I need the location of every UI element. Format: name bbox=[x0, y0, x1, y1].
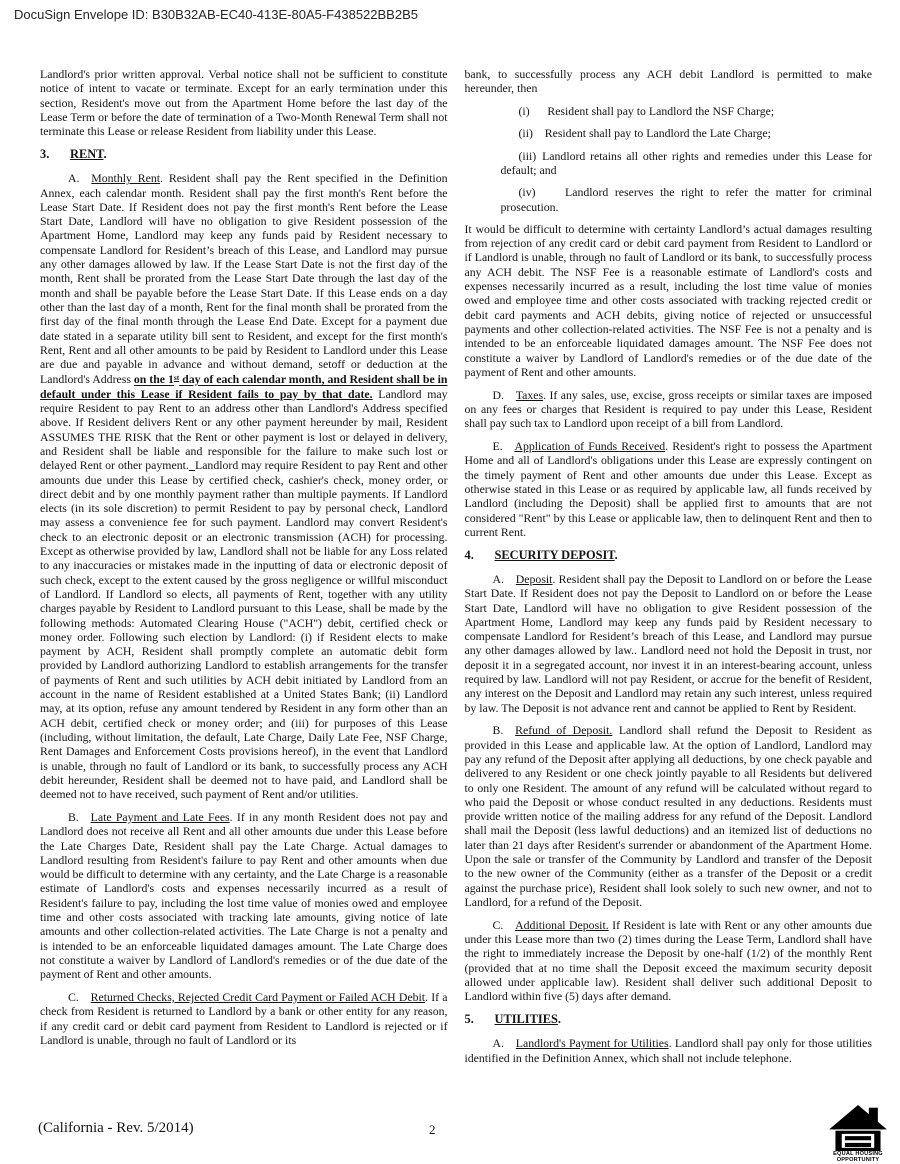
paragraph bbox=[40, 810, 448, 982]
section-title: UTILITIES bbox=[494, 1012, 558, 1027]
list-item bbox=[501, 149, 873, 178]
equal-housing-caption-line1: EQUAL HOUSING bbox=[833, 1150, 883, 1157]
text-run: (ii) Resident shall pay to Landlord the Late Charge; bbox=[518, 126, 771, 141]
section-title-suffix: . bbox=[614, 547, 618, 562]
text-run: (iv) Landlord reserves the right to refer the matter for criminal prosecution. bbox=[500, 185, 872, 214]
section-title: RENT bbox=[70, 146, 104, 161]
paragraph bbox=[465, 222, 873, 379]
paragraph bbox=[465, 1036, 873, 1065]
section-number: 5. bbox=[464, 1012, 474, 1027]
text-run: Landlord's prior written approval. Verbal notice shall not be sufficient to constitute notice of intent to vacate or terminate. Except for an early termination under this section, Resident's move out from the Apartment Home before the last day of the Lease Term or before the date of termination of a Two-Month Renewal Term shall not terminate this Lease or release Resident from liability under this Lease. bbox=[40, 67, 448, 139]
text-run: If Resident is late with Rent or any other amounts due under this Lease more than two (2) times during the Lease Term, Landlord shall have the right to immediately increase the Deposit by one-half (1/2) of the monthly Rent (provided that at no time shall the Deposit exceed the maximum security deposit allowed under applicable law). Resident shall deliver such additional Deposit to Landlord within five (5) days after demand. bbox=[464, 917, 872, 1004]
section-title-suffix: . bbox=[103, 146, 107, 161]
right-column bbox=[465, 67, 873, 1073]
text-run: Returned Checks, Rejected Credit Card Payment or Failed ACH Debit bbox=[90, 989, 426, 1004]
text-run: (i) Resident shall pay to Landlord the NSF Charge; bbox=[518, 104, 775, 119]
text-run: A. bbox=[68, 171, 92, 186]
text-run: . If in any month Resident does not pay and Landlord does not receive all Rent and all other amounts due under this Lease before the Late Charges Date, Resident shall pay the Late Charge. Actual damages to Landlord resulting from Resident's failure to pay Rent and other amounts when due would be difficult to determine with any certainty, and the Late Charge is a reasonable estimate of Landlord's costs and expenses necessarily incurred as a result of Resident's failure to pay, including the lost time value of monies owed and employee time and other costs associated with tracking late amounts, giving notice of late amounts and other collection-related activities. The Late Charge is not a penalty and is intended to be an enforceable liquidated damages amount. The Late Charge does not constitute a waiver by Landlord of Landlord's remedies or of the due date of the payment of Rent and other amounts. bbox=[40, 809, 448, 982]
paragraph bbox=[465, 723, 873, 909]
section-title: SECURITY DEPOSIT bbox=[494, 547, 615, 562]
section-number: 3. bbox=[40, 146, 50, 161]
equal-housing-opportunity-logo bbox=[825, 1105, 891, 1163]
text-run: . Landlord shall pay only for those utilities identified in the Definition Annex, which shall not include telephone. bbox=[464, 1036, 873, 1065]
document-body bbox=[40, 67, 872, 1073]
paragraph bbox=[465, 439, 873, 539]
text-run: . Resident's right to possess the Apartment Home and all of Landlord's obligations under this Lease are expressly contingent on the timely payment of Rent and other amounts due under this Lease. Except as otherwise stated in this Lease or as required by applicable law, all funds received by Landlord (including the Deposit) shall be applied first to amounts that are not considered "Rent" by this Lease or applicable law, then to delinquent Rent and then to current Rent. bbox=[464, 439, 872, 539]
list-item bbox=[501, 104, 873, 118]
text-run: Application of Funds Received bbox=[514, 439, 666, 454]
text-run: on the 1 bbox=[133, 372, 174, 387]
footer-revision-label: (California - Rev. 5/2014) bbox=[38, 1120, 194, 1136]
text-run: It would be difficult to determine with certainty Landlord’s actual damages resulting from rejection of any credit card or debit card payment from Resident to Landlord or if Landlord is unable, through no fault of Landlord or its bank, to successfully process any ACH debit. The NSF Fee is a reasonable estimate of Landlord's costs and expenses necessarily incurred as a result, including the lost time value of monies owed and employee time and other costs associated with tracking rejected credit or debit card payments and ACH debits, giving notice of rejected or unsuccessful payments and other collection-related activities. The NSF Fee is not a penalty and is intended to be an enforceable liquidated damages amount. The NSF Fee does not constitute a waiver by Landlord of Landlord's remedies or of the due date of the payment of Rent and other amounts. bbox=[464, 221, 872, 379]
paragraph bbox=[40, 990, 448, 1047]
text-run: C. bbox=[492, 917, 516, 932]
text-run: . Resident shall pay the Rent specified in the Definition Annex, each calendar month. Resident shall pay the first month's Rent before the Lease Start Date. If Resident does not pay the first month's Rent before the Lease Start Date, Landlord will have no obligation to give Resident possession of the Apartment Home, Landlord may keep any funds paid by Resident necessary to compensate Landlord for Resident’s breach of this Lease, and Landlord may pursue any other damages allowed by law. If the Lease Start Date is not the first day of the month, Rent shall be prorated from the Lease Start Date through the last day of the month and shall be payable before the Lease Start Date. If this Lease ends on a day other than the last day of a month, Rent for the final month shall be prorated from the first day of the final month through the Lease End Date. Except for a payment due date stated in a separate utility bill sent to Resident, and except for the first month's Rent, Rent and all other amounts to be paid by Resident to Landlord under this Lease are due and payable in advance and without demand, setoff or deduction at the Landlord's Address bbox=[40, 171, 448, 387]
text-run: A. bbox=[492, 1036, 516, 1051]
text-run: Additional Deposit. bbox=[515, 917, 609, 932]
text-run: Late Payment and Late Fees bbox=[90, 809, 230, 824]
text-run: Landlord's Payment for Utilities bbox=[515, 1036, 669, 1051]
left-column bbox=[40, 67, 448, 1073]
text-run: (iii) Landlord retains all other rights and remedies under this Lease for default; and bbox=[500, 148, 872, 177]
text-run: st bbox=[173, 373, 180, 383]
list-item bbox=[501, 126, 873, 140]
docusign-envelope-id: DocuSign Envelope ID: B30B32AB-EC40-413E-80A5-F438522BB2B5 bbox=[14, 7, 418, 22]
text-run: Landlord shall refund the Deposit to Resident as provided in this Lease and applicable law. At the option of Landlord, Landlord may pay any refund of the Deposit after applying all deductions, by one check payable and delivered to any Resident or one check jointly payable to all Residents but delivered to only one Resident. The amount of any refund will be calculated without regard to who paid the Deposit or whose conduct resulted in any deductions. Residents must provide written notice of the mailing address for any refund of the Deposit. Landlord shall mail the Deposit (less lawful deductions) and an itemized list of deductions no later than 21 days after Resident's surrender or abandonment of the Apartment Home. Upon the sale or transfer of the Community by Landlord and transfer of the Deposit to the new owner of the Community (either as a transfer of the Deposit or a credit against the purchase price), Resident shall look solely to such new owner, and not to Landlord, for a refund of the Deposit. bbox=[464, 723, 872, 909]
paragraph bbox=[465, 918, 873, 1004]
page-number: 2 bbox=[429, 1122, 436, 1137]
section-heading bbox=[465, 548, 873, 562]
text-run: Landlord may require Resident to pay Rent to an address other than Landlord's Address specified above. If Resident delivers Rent or any other payment hereunder by mail, Resident ASSUMES THE RISK that the Rent or other payment is lost or delayed in delivery, and Resident shall be liable and responsible for the failure to make such lost or delayed Rent or other payment. bbox=[40, 386, 448, 473]
paragraph bbox=[40, 171, 448, 801]
text-run: day of each calendar month, and Resident shall be in default under this Lease if Resident fails to pay by that date. bbox=[40, 372, 448, 401]
text-run: . Resident shall pay the Deposit to Landlord on or before the Lease Start Date. If Resident does not pay the Deposit to Landlord on or before the Lease Start Date, Landlord will have no obligation to give Resident possession of the Apartment Home, Landlord may keep any funds paid by Resident necessary to compensate Landlord for Resident’s breach of this Lease, and Landlord may pursue any other damages allowed by law.. Landlord need not hold the Deposit in trust, nor deposit it in a segregated account, nor invest it in an interest-bearing account, unless required by law. Landlord will not pay Resident, or accrue for the benefit of Resident, any interest on the Deposit and Landlord may retain any such interest, unless required by law. The Deposit is not advance rent and cannot be applied to Rent by Resident. bbox=[464, 571, 872, 715]
section-heading bbox=[465, 1012, 873, 1026]
text-run: B. bbox=[68, 809, 91, 824]
text-run: Taxes bbox=[515, 387, 544, 402]
text-run: D. bbox=[492, 387, 516, 402]
section-title-suffix: . bbox=[557, 1012, 561, 1027]
text-run: bank, to successfully process any ACH debit Landlord is permitted to make hereunder, then bbox=[464, 67, 872, 96]
section-number: 4. bbox=[464, 547, 474, 562]
text-run: . If any sales, use, excise, gross receipts or similar taxes are imposed on any fees or charges that Resident is required to pay under this Lease, Resident shall pay such tax to Landlord upon receipt of a bill from Landlord. bbox=[464, 387, 872, 431]
paragraph bbox=[40, 67, 448, 138]
paragraph bbox=[465, 388, 873, 431]
text-run: Landlord may require Resident to pay Rent and other amounts due under this Lease by certified check, cashier's check, money order, or direct debit and by one monthly payment rather than multiple payments. If Landlord elects (in its sole discretion) to permit Resident to pay by personal check, Landlord may assess a convenience fee for such payment. Landlord may convert Resident's check to an electronic deposit or an electronic transmission (ACH) for processing. Except as otherwise provided by law, Landlord shall not be liable for any Loss related to any inaccuracies or mistakes made in the inputting of data or electronic deposit of such check, except to the extent caused by the gross negligence or willful misconduct of Landlord. If Landlord so elects, all payments of Rent, together with any utility charges payable by Resident to Landlord pursuant to this Lease, shall be made by the following methods: Automated Clearing House ("ACH") debit, certified check or money order. Following such election by Landlord: (i) if Resident elects to make payment by ACH, Resident shall promptly complete an automatic debit form provided by Landlord authorizing Landlord to establish arrangements for the transfer of payments of Rent and such utilities by ACH debit initiated by Landlord from an account in the name of Resident established at a United States Bank; (ii) Landlord may, at its option, refuse any amount tendered by Resident in any form other than an ACH debit, certified check or money order; and (iii) for purposes of this Lease (including, without limitation, the default, Late Charge, Daily Late Fee, NSF Charge, Rent Damages and Enforcement Costs provisions hereof), in the event that Landlord is unable, through no fault of Landlord or its bank, to successfully process any ACH debit hereunder, Resident shall be deemed not to have paid, and Landlord shall be deemed not to have received, such payment of Rent and/or utilities. bbox=[40, 458, 448, 802]
text-run: Monthly Rent bbox=[91, 171, 161, 186]
list-item bbox=[501, 185, 873, 214]
paragraph bbox=[465, 67, 873, 96]
section-heading bbox=[40, 147, 448, 161]
text-run: Refund of Deposit. bbox=[515, 723, 613, 738]
text-run: E. bbox=[492, 439, 515, 454]
equal-housing-caption-line2: OPPORTUNITY bbox=[836, 1156, 880, 1163]
text-run: . If a check from Resident is returned to Landlord by a bank or other entity for any reason, if any credit card or debit card payment from Resident to Landlord is rejected or if Landlord is unable, through no fault of Landlord or its bbox=[40, 989, 448, 1047]
paragraph bbox=[465, 572, 873, 715]
text-run: A. bbox=[492, 571, 516, 586]
equal-housing-house-icon bbox=[829, 1105, 887, 1151]
text-run: B. bbox=[492, 723, 516, 738]
text-run: C. bbox=[68, 989, 91, 1004]
text-run: Deposit bbox=[515, 571, 553, 586]
